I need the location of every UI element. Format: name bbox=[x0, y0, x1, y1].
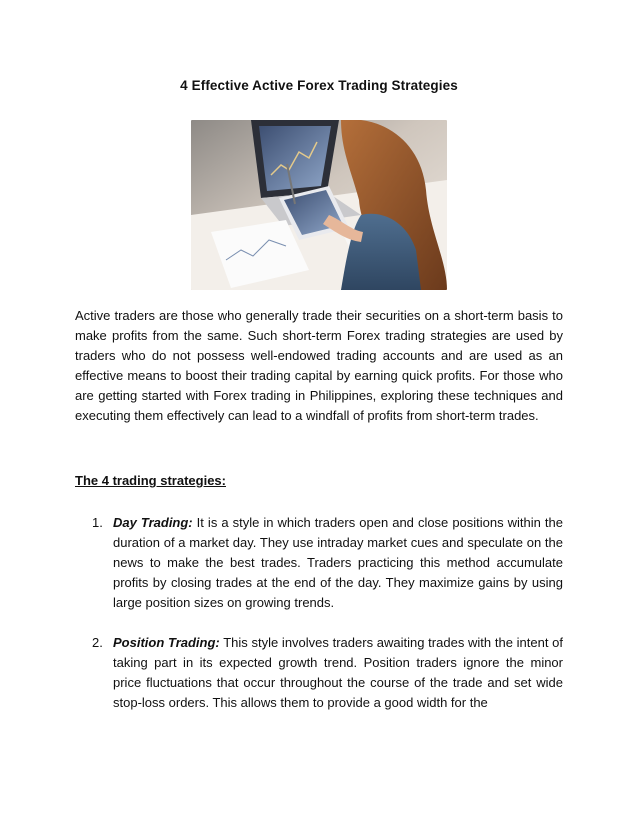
trading-photo bbox=[191, 120, 447, 290]
strategy-term: Position Trading: bbox=[113, 635, 220, 650]
strategy-number: 1. bbox=[92, 515, 103, 530]
strategy-item-day-trading bbox=[75, 513, 563, 613]
document-title: 4 Effective Active Forex Trading Strategies bbox=[180, 78, 458, 93]
strategy-description: This style involves traders awaiting trades with the intent of taking part in its expected growth trend. Position traders ignore the minor price fluctuations that occur throughout the course of the trade and set wide stop-loss orders. This allows them to provide a good width for the bbox=[113, 635, 563, 710]
strategy-description: It is a style in which traders open and close positions within the duration of a market day. They use intraday market cues and speculate on the news to make the best trades. Traders practicing this method accumulate profits by closing trades at the end of the day. They maximize gains by using large position sizes on growing trends. bbox=[113, 515, 563, 610]
strategy-item-position-trading bbox=[75, 633, 563, 713]
section-heading: The 4 trading strategies: bbox=[75, 473, 226, 488]
strategy-list bbox=[75, 513, 563, 733]
strategy-term: Day Trading: bbox=[113, 515, 193, 530]
intro-paragraph: Active traders are those who generally trade their securities on a short-term basis to make profits from the same. Such short-term Forex trading strategies are used by traders who do not possess well-endowed trading accounts and are used as an effective means to boost their trading capital by earning quick profits. For those who are getting started with Forex trading in Philippines, exploring these techniques and executing them effectively can lead to a windfall of profits from short-term trades. bbox=[75, 308, 563, 423]
trading-photo-illustration bbox=[191, 120, 447, 290]
strategy-number: 2. bbox=[92, 635, 103, 650]
